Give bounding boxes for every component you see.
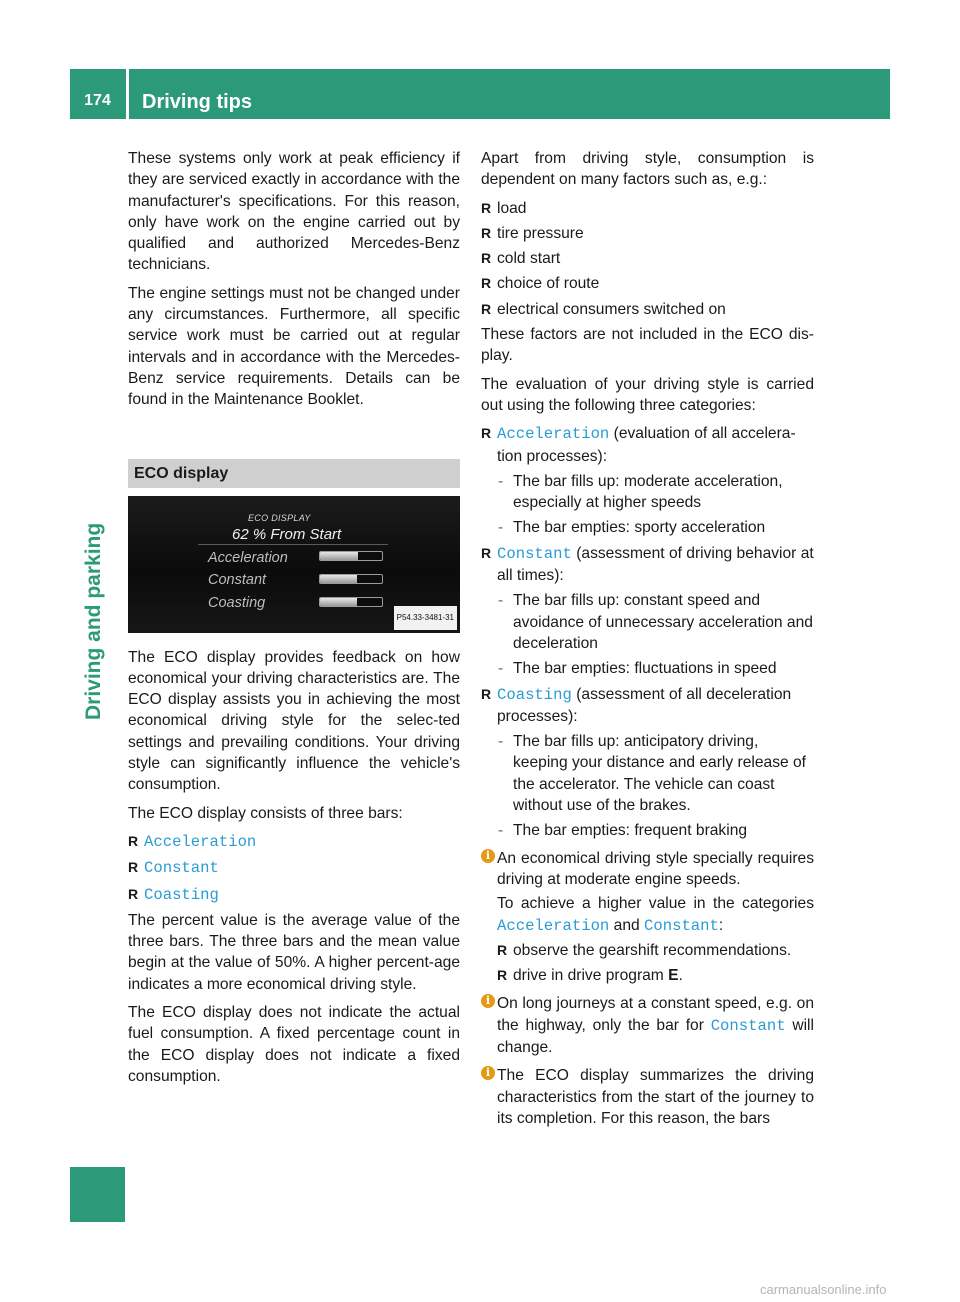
sub-list-item: - The bar fills up: constant speed and avoidance of unnecessary acceleration and deceleration — [497, 590, 814, 654]
section-heading: ECO display — [128, 459, 460, 488]
eco-image-bar — [319, 551, 383, 561]
note-text-fragment: To achieve a higher value in the categories — [497, 895, 814, 913]
note-text-fragment: : — [718, 916, 724, 934]
sub-list-item: - The bar empties: fluctuations in speed — [497, 658, 814, 679]
info-icon: i — [481, 849, 495, 863]
page-title: Driving tips — [142, 91, 253, 113]
side-tab-marker — [70, 1167, 125, 1222]
display-term: Coasting — [144, 885, 219, 904]
note-text-fragment: drive in drive program — [513, 967, 664, 985]
image-reference-code: P54.33-3481-31 — [394, 606, 457, 629]
note-text-fragment: On long journeys at a constant speed, e.g. on the highway, only the bar for — [497, 995, 814, 1034]
display-term: Coasting — [497, 685, 572, 704]
eco-image-value: 62 % From Start — [232, 525, 342, 543]
paragraph: The engine settings must not be changed under any circumstances. Furthermore, all specific service work must be carried out at regular intervals and in accordance with the Mercedes-Benz service requirements. Details can be found in the Maintenance Booklet. — [128, 284, 460, 409]
info-note — [481, 993, 814, 1058]
display-term: Constant — [497, 544, 572, 563]
sub-list-item: - The bar empties: sporty acceleration — [497, 517, 814, 538]
list-item: R choice of route — [481, 273, 814, 294]
paragraph: The ECO display provides feedback on how economical your driving characteristics are. The ECO display assists you in achieving the most economical driving style for the selec-ted settings and prevailing conditions. Your driving style can significantly influence the vehicle's consumption. — [128, 648, 460, 794]
eco-display-image — [128, 496, 460, 633]
category-list — [481, 423, 814, 841]
sub-list-item: - The bar fills up: moderate acceleration, especially at higher speeds — [497, 471, 814, 514]
list-item — [128, 857, 460, 879]
display-term: Constant — [644, 916, 719, 935]
paragraph: The ECO display does not indicate the actual fuel consumption. A fixed percentage count in the ECO display does not indicate a fixed consumption. — [128, 1004, 460, 1085]
display-term: Constant — [144, 859, 219, 878]
list-item: R observe the gearshift recommendations. — [497, 940, 814, 961]
note-list — [497, 940, 814, 987]
list-item — [497, 965, 814, 986]
eco-image-row-label: Coasting — [208, 594, 266, 611]
list-item — [128, 884, 460, 906]
eco-image-bar — [319, 574, 383, 584]
display-term: Acceleration — [144, 832, 257, 851]
info-note — [481, 848, 814, 987]
list-item: R load — [481, 198, 814, 219]
info-icon: i — [481, 994, 495, 1008]
sub-list-item: - The bar empties: frequent braking — [497, 820, 814, 841]
eco-image-divider — [198, 544, 388, 545]
factor-list — [481, 198, 814, 320]
info-note — [481, 1065, 814, 1129]
category-description: (evaluation of all accelera-tion processes): — [497, 425, 796, 465]
left-column — [128, 148, 460, 1094]
info-icon: i — [481, 1066, 495, 1080]
note-text-fragment: . — [678, 967, 683, 985]
display-term: Acceleration — [497, 916, 610, 935]
note-text — [497, 993, 814, 1058]
note-text-fragment: and — [613, 916, 640, 934]
display-term: Acceleration — [497, 425, 610, 444]
paragraph: Apart from driving style, consumption is dependent on many factors such as, e.g.: — [481, 150, 814, 189]
drive-program-letter: E — [668, 967, 679, 985]
sub-list — [497, 731, 814, 841]
eco-image-bar-fill — [320, 575, 357, 583]
paragraph: The percent value is the average value of the three bars. The three bars and the mean value begin at the value of 50%. A higher percent-age indicates a more economical driving style. — [128, 911, 460, 993]
sub-list — [497, 471, 814, 539]
paragraph: These systems only work at peak efficiency if they are serviced exactly in accordance with the manufacturer's specifications. For this reason, only have work on the engine carried out by qualified and authorized Mercedes-Benz technicians. — [128, 150, 460, 274]
header-divider — [126, 69, 129, 119]
eco-image-title: ECO DISPLAY — [248, 512, 311, 523]
note-text: The ECO display summarizes the driving characteristics from the start of the journey to its completion. For this reason, the bars — [497, 1067, 814, 1127]
sub-list-item: - The bar fills up: anticipatory driving, keeping your distance and early release of the accelerator. The vehicle can coast without use of the brakes. — [497, 731, 814, 816]
side-section-label — [82, 480, 112, 720]
category-item — [481, 423, 814, 538]
list-item — [128, 831, 460, 853]
page-number: 174 — [84, 92, 111, 109]
display-term: Constant — [710, 1016, 786, 1035]
eco-image-row-label: Constant — [208, 571, 267, 588]
sub-list — [497, 590, 814, 679]
paragraph: The ECO display consists of three bars: — [128, 804, 403, 822]
list-item: R cold start — [481, 248, 814, 269]
eco-image-bar-fill — [320, 552, 358, 560]
category-item — [481, 684, 814, 842]
eco-image-row-label: Acceleration — [208, 549, 288, 566]
category-description: (assessment of driving behavior at all times): — [497, 544, 814, 585]
category-description: (assessment of all deceleration processes): — [497, 685, 792, 725]
list-item: R electrical consumers switched on — [481, 299, 814, 320]
side-section-label-text: Driving and parking — [82, 522, 105, 720]
paragraph: The evaluation of your driving style is carried out using the following three categories: — [481, 375, 814, 414]
watermark: carmanualsonline.info — [760, 1282, 887, 1297]
list-item: R tire pressure — [481, 223, 814, 244]
bar-list — [128, 831, 460, 906]
right-column — [481, 148, 814, 1136]
note-text — [497, 893, 814, 937]
eco-image-bar — [319, 597, 383, 607]
note-text: An economical driving style specially requires driving at moderate engine speeds. — [497, 849, 814, 888]
paragraph: These factors are not included in the ECO dis-play. — [481, 326, 814, 365]
eco-image-bar-fill — [320, 598, 357, 606]
note-text-fragment: will change. — [497, 1016, 814, 1056]
category-item — [481, 543, 814, 680]
